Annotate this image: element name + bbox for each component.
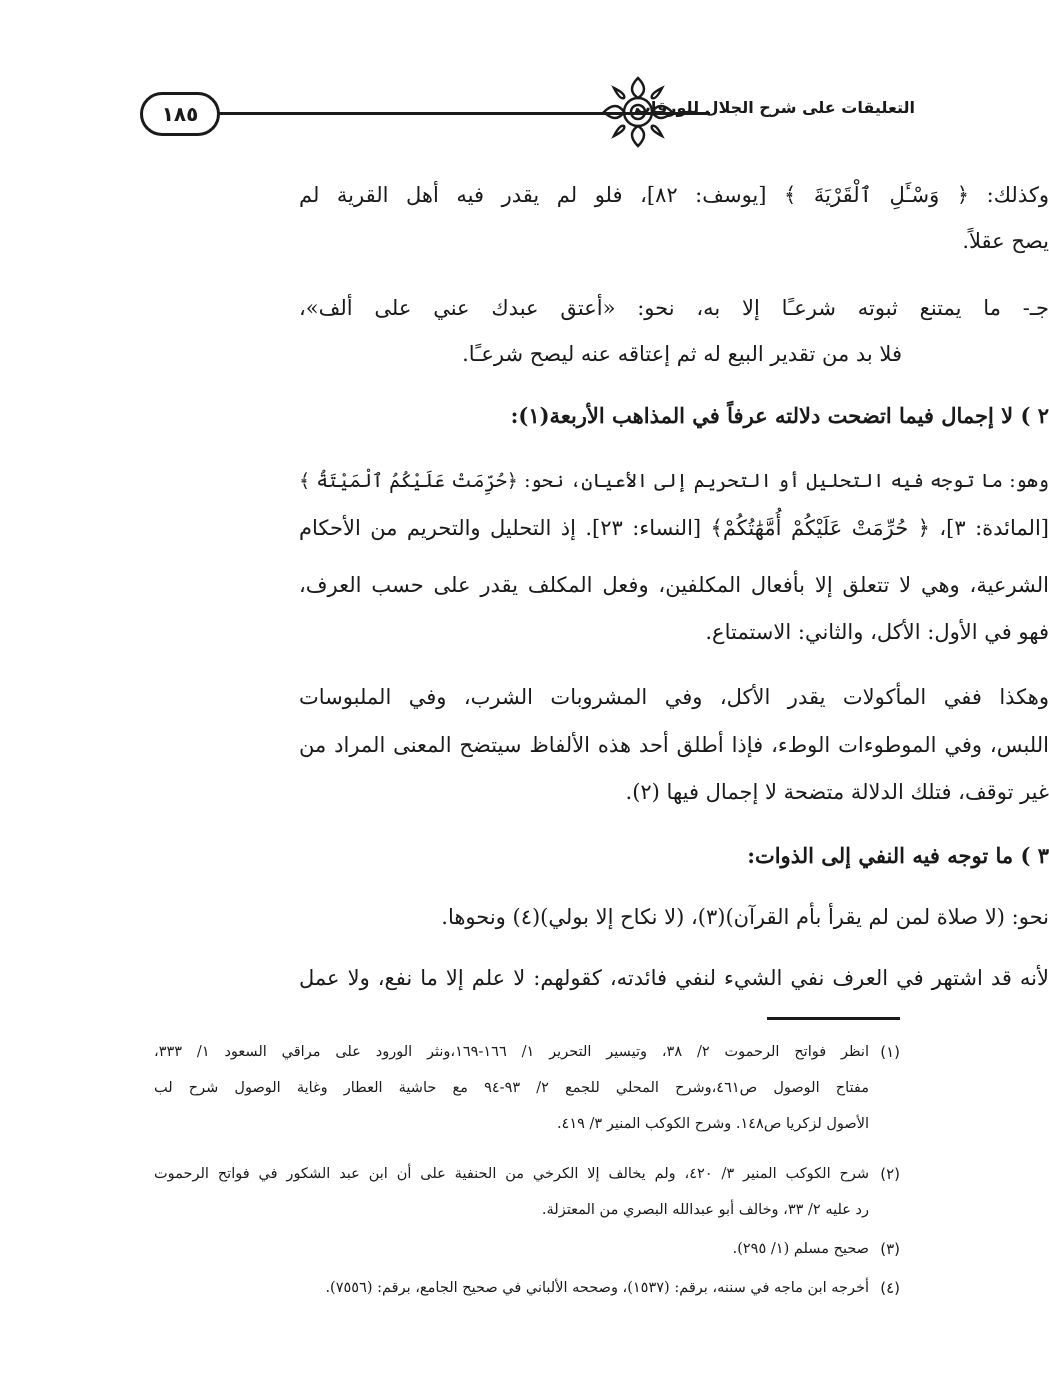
footnote-line: أخرجه ابن ماجه في سننه، برقم: (١٥٣٧)، وصححه الألباني في صحيح الجامع، برقم: (٧٥٥٦).: [325, 1280, 869, 1296]
section-heading: ٣ ) ما توجه فيه النفي إلى الذوات:: [747, 843, 1049, 868]
footnote-line: انظر فواتح الرحموت ٢/ ٣٨، وتيسير التحرير ١/ ١٦٦-١٦٩،ونثر الورود على مراقي السعود ١/ ٣٣٣،: [154, 1044, 869, 1060]
body-line: نحو: (لا صلاة لمن لم يقرأ بأم القرآن)(٣)، (لا نكاح إلا بولي)(٤) ونحوها.: [441, 905, 1049, 929]
page-header: [140, 72, 915, 152]
body-line: الشرعية، وهي لا تتعلق إلا بأفعال المكلفين، وفعل المكلف يقدر على حسب العرف،: [299, 573, 1049, 597]
footnote-number: (٢): [880, 1165, 900, 1183]
body-line: يصح عقلاً.: [962, 229, 1049, 253]
body-line: وكذلك: ﴿ وَسْـَٔلِ ٱلْقَرْيَةَ ﴾ [يوسف: ٨٢]، فلو لم يقدر فيه أهل القرية لم: [299, 183, 1049, 207]
body-line: فهو في الأول: الأكل، والثاني: الاستمتاع.: [705, 620, 1049, 644]
footnote-line: صحيح مسلم (١/ ٢٩٥).: [732, 1241, 869, 1257]
footnote-number: (١): [880, 1043, 900, 1061]
footnote-separator: [767, 1017, 900, 1020]
body-line: [المائدة: ٣]، ﴿ حُرِّمَتْ عَلَيْكُمْ أُمَّهَٰتُكُمْ﴾ [النساء: ٢٣]. إذ التحليل والتحريم من الأحكام: [299, 516, 1049, 540]
footnote-line: مفتاح الوصول ص٤٦١،وشرح المحلي للجمع ٢/ ٩٣-٩٤ مع حاشية العطار وغاية الوصول شرح لب: [154, 1080, 869, 1096]
body-line: اللبس، وفي الموطوءات الوطء، فإذا أطلق أحد هذه الألفاظ سيتضح المعنى المراد من: [299, 733, 1049, 757]
body-line: وهكذا ففي المأكولات يقدر الأكل، وفي المشروبات الشرب، وفي الملبوسات: [299, 685, 1049, 709]
body-line: لأنه قد اشتهر في العرف نفي الشيء لنفي فائدته، كقولهم: لا علم إلا ما نفع، ولا عمل: [299, 966, 1049, 990]
body-line: وهو: ما توجه فيه التحليل أو التحريم إلى الأعيان، نحو: ﴿حُرِّمَتْ عَلَيْكُمُ ٱلْمَيْتَةُ ﴾: [299, 470, 1049, 492]
footnote-number: (٣): [880, 1240, 900, 1258]
section-heading: ٢ ) لا إجمال فيما اتضحت دلالته عرفاً في المذاهب الأربعة(١):: [510, 403, 1049, 428]
body-line: فلا بد من تقدير البيع له ثم إعتاقه عنه ليصح شرعـًا.: [462, 342, 902, 366]
body-line: غير توقف، فتلك الدلالة متضحة لا إجمال فيها (٢).: [625, 780, 1049, 804]
footnote-number: (٤): [880, 1279, 900, 1297]
page-number: ١٨٥: [140, 92, 220, 136]
body-line: جـ- ما يمتنع ثبوته شرعـًا إلا به، نحو: «أعتق عبدك عني على ألف»،: [299, 296, 1049, 320]
footnote-line: شرح الكوكب المنير ٣/ ٤٢٠، ولم يخالف إلا الكرخي من الحنفية على أن ابن عبد الشكور في فواتح الرحموت: [154, 1166, 869, 1182]
footnote-line: رد عليه ٢/ ٣٣، وخالف أبو عبدالله البصري من المعتزلة.: [541, 1202, 869, 1218]
running-title: التعليقات على شرح الجلال للورقات: [634, 98, 915, 117]
footnote-line: الأصول لزكريا ص١٤٨. وشرح الكوكب المنير ٣/ ٤١٩.: [556, 1116, 869, 1132]
